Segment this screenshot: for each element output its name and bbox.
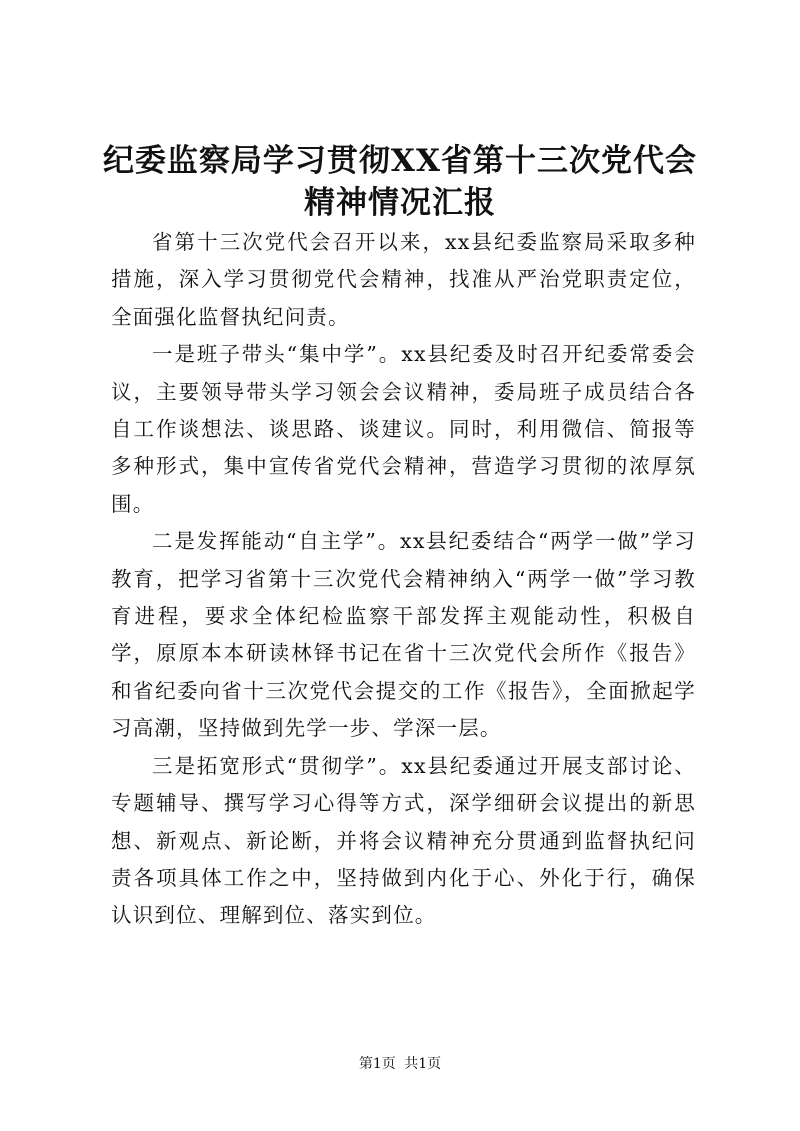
page-number: 第1页 [358, 1056, 396, 1072]
paragraph-point-one: 一是班子带头“集中学”。xx县纪委及时召开纪委常委会议，主要领导带头学习领会会议精神，委局班子成员结合各自工作谈想法、谈思路、谈建议。同时，利用微信、简报等多种形式，集中宣传省党代会精神，营造学习贯彻的浓厚氛围。 [111, 342, 696, 516]
paragraph-intro: 省第十三次党代会召开以来，xx县纪委监察局采取多种措施，深入学习贯彻党代会精神，找准从严治党职责定位，全面强化监督执纪问责。 [111, 230, 696, 329]
page-footer [0, 1055, 800, 1073]
page-total: 共1页 [404, 1056, 442, 1072]
document-title: 纪委监察局学习贯彻XX省第十三次党代会精神情况汇报 [102, 143, 698, 221]
document-body [111, 224, 696, 935]
paragraph-point-two: 二是发挥能动“自主学”。xx县纪委结合“两学一做”学习教育，把学习省第十三次党代会精神纳入“两学一做”学习教育进程，要求全体纪检监察干部发挥主观能动性，积极自学，原原本本研读林铎书记在省十三次党代会所作《报告》和省纪委向省十三次党代会提交的工作《报告》，全面掀起学习高潮，坚持做到先学一步、学深一层。 [111, 529, 696, 741]
paragraph-point-three: 三是拓宽形式“贯彻学”。xx县纪委通过开展支部讨论、专题辅导、撰写学习心得等方式，深学细研会议提出的新思想、新观点、新论断，并将会议精神充分贯通到监督执纪问责各项具体工作之中，坚持做到内化于心、外化于行，确保认识到位、理解到位、落实到位。 [111, 753, 696, 928]
